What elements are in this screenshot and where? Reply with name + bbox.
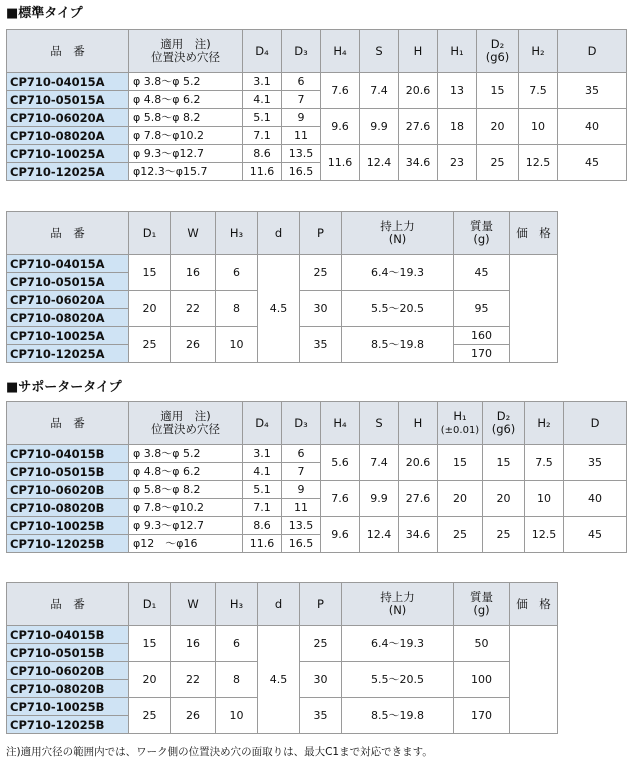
header-part-no: 品 番 bbox=[7, 402, 129, 445]
h-value: 34.6 bbox=[399, 517, 438, 553]
part-number: CP710-05015A bbox=[7, 91, 129, 109]
d-value: 40 bbox=[564, 481, 627, 517]
header-part-no: 品 番 bbox=[7, 30, 129, 73]
header-w: W bbox=[171, 212, 216, 255]
mass-value: 170 bbox=[454, 345, 510, 363]
part-number: CP710-08020B bbox=[7, 499, 129, 517]
header-mass: 質量 (g) bbox=[454, 212, 510, 255]
d-value: 40 bbox=[558, 109, 627, 145]
h4-value: 11.6 bbox=[321, 145, 360, 181]
part-number: CP710-05015B bbox=[7, 644, 129, 662]
header-part-no: 品 番 bbox=[7, 583, 129, 626]
d3-value: 13.5 bbox=[282, 145, 321, 163]
part-number: CP710-12025A bbox=[7, 345, 129, 363]
part-number: CP710-10025B bbox=[7, 517, 129, 535]
table-row bbox=[7, 73, 627, 91]
lift-force-value: 6.4〜19.3 bbox=[342, 626, 454, 662]
header-d3: D₃ bbox=[282, 30, 321, 73]
d1-value: 25 bbox=[129, 327, 171, 363]
header-d: D bbox=[558, 30, 627, 73]
d2-value: 25 bbox=[483, 517, 525, 553]
h4-value: 9.6 bbox=[321, 109, 360, 145]
lift-force-value: 8.5〜19.8 bbox=[342, 698, 454, 734]
mass-value: 160 bbox=[454, 327, 510, 345]
d4-value: 3.1 bbox=[243, 73, 282, 91]
h-value: 20.6 bbox=[399, 445, 438, 481]
h2-value: 7.5 bbox=[519, 73, 558, 109]
d4-value: 4.1 bbox=[243, 91, 282, 109]
header-lift-force: 持上力 (N) bbox=[342, 212, 454, 255]
h3-value: 10 bbox=[216, 327, 258, 363]
header-mass: 質量 (g) bbox=[454, 583, 510, 626]
d1-value: 25 bbox=[129, 698, 171, 734]
d2-value: 15 bbox=[483, 445, 525, 481]
mass-value: 170 bbox=[454, 698, 510, 734]
d1-value: 20 bbox=[129, 662, 171, 698]
spec-table-supporter-2 bbox=[6, 582, 558, 734]
h4-value: 7.6 bbox=[321, 73, 360, 109]
s-value: 7.4 bbox=[360, 445, 399, 481]
part-number: CP710-08020B bbox=[7, 680, 129, 698]
header-d2: D₂ (g6) bbox=[477, 30, 519, 73]
part-number: CP710-05015B bbox=[7, 463, 129, 481]
hole-range: φ 3.8〜φ 5.2 bbox=[129, 445, 243, 463]
h3-value: 10 bbox=[216, 698, 258, 734]
p-value: 30 bbox=[300, 291, 342, 327]
price-cell bbox=[510, 626, 558, 734]
part-number: CP710-12025B bbox=[7, 535, 129, 553]
hole-range: φ 7.8〜φ10.2 bbox=[129, 499, 243, 517]
part-number: CP710-10025A bbox=[7, 327, 129, 345]
header-d4: D₄ bbox=[243, 30, 282, 73]
d3-value: 7 bbox=[282, 463, 321, 481]
h1-value: 18 bbox=[438, 109, 477, 145]
part-number: CP710-08020A bbox=[7, 127, 129, 145]
d4-value: 5.1 bbox=[243, 481, 282, 499]
part-number: CP710-05015A bbox=[7, 273, 129, 291]
part-number: CP710-06020A bbox=[7, 109, 129, 127]
hole-range: φ 9.3〜φ12.7 bbox=[129, 145, 243, 163]
table-row bbox=[7, 445, 627, 463]
d2-value: 15 bbox=[477, 73, 519, 109]
header-h1: H₁ bbox=[438, 30, 477, 73]
lift-force-value: 8.5〜19.8 bbox=[342, 327, 454, 363]
w-value: 22 bbox=[171, 662, 216, 698]
header-d-small: d bbox=[258, 583, 300, 626]
d3-value: 11 bbox=[282, 127, 321, 145]
d3-value: 9 bbox=[282, 481, 321, 499]
h3-value: 6 bbox=[216, 255, 258, 291]
s-value: 9.9 bbox=[360, 109, 399, 145]
h3-value: 8 bbox=[216, 291, 258, 327]
d-value: 35 bbox=[558, 73, 627, 109]
d-value: 45 bbox=[564, 517, 627, 553]
d4-value: 11.6 bbox=[243, 163, 282, 181]
h-value: 27.6 bbox=[399, 109, 438, 145]
hole-range: φ 9.3〜φ12.7 bbox=[129, 517, 243, 535]
header-h: H bbox=[399, 402, 438, 445]
h2-value: 7.5 bbox=[525, 445, 564, 481]
part-number: CP710-04015B bbox=[7, 445, 129, 463]
header-h1: H₁ (±0.01) bbox=[438, 402, 483, 445]
d3-value: 16.5 bbox=[282, 163, 321, 181]
header-applicable-hole: 適用 注) 位置決め穴径 bbox=[129, 30, 243, 73]
part-number: CP710-10025B bbox=[7, 698, 129, 716]
w-value: 26 bbox=[171, 698, 216, 734]
part-number: CP710-06020B bbox=[7, 481, 129, 499]
header-p: P bbox=[300, 212, 342, 255]
header-h3: H₃ bbox=[216, 212, 258, 255]
hole-range: φ 5.8〜φ 8.2 bbox=[129, 109, 243, 127]
d4-value: 8.6 bbox=[243, 145, 282, 163]
header-d1: D₁ bbox=[129, 583, 171, 626]
header-d3: D₃ bbox=[282, 402, 321, 445]
h3-value: 8 bbox=[216, 662, 258, 698]
part-number: CP710-06020A bbox=[7, 291, 129, 309]
header-h2: H₂ bbox=[525, 402, 564, 445]
lift-force-value: 5.5〜20.5 bbox=[342, 662, 454, 698]
table-row bbox=[7, 109, 627, 127]
h3-value: 6 bbox=[216, 626, 258, 662]
p-value: 25 bbox=[300, 255, 342, 291]
header-d2: D₂ (g6) bbox=[483, 402, 525, 445]
h1-value: 13 bbox=[438, 73, 477, 109]
w-value: 26 bbox=[171, 327, 216, 363]
table-row bbox=[7, 517, 627, 535]
price-cell bbox=[510, 255, 558, 363]
w-value: 16 bbox=[171, 626, 216, 662]
p-value: 35 bbox=[300, 698, 342, 734]
part-number: CP710-12025A bbox=[7, 163, 129, 181]
part-number: CP710-04015B bbox=[7, 626, 129, 644]
w-value: 16 bbox=[171, 255, 216, 291]
h2-value: 12.5 bbox=[519, 145, 558, 181]
h1-value: 15 bbox=[438, 445, 483, 481]
d1-value: 20 bbox=[129, 291, 171, 327]
table-row bbox=[7, 255, 558, 273]
spec-table-supporter bbox=[6, 401, 627, 553]
table-row bbox=[7, 145, 627, 163]
d1-value: 15 bbox=[129, 255, 171, 291]
header-h3: H₃ bbox=[216, 583, 258, 626]
h2-value: 10 bbox=[525, 481, 564, 517]
h-value: 27.6 bbox=[399, 481, 438, 517]
h1-value: 23 bbox=[438, 145, 477, 181]
hole-range: φ 4.8〜φ 6.2 bbox=[129, 91, 243, 109]
header-h: H bbox=[399, 30, 438, 73]
header-applicable-hole: 適用 注) 位置決め穴径 bbox=[129, 402, 243, 445]
d4-value: 11.6 bbox=[243, 535, 282, 553]
hole-range: φ 7.8〜φ10.2 bbox=[129, 127, 243, 145]
header-d4: D₄ bbox=[243, 402, 282, 445]
hole-range: φ12.3〜φ15.7 bbox=[129, 163, 243, 181]
spec-table-standard bbox=[6, 29, 627, 181]
d4-value: 4.1 bbox=[243, 463, 282, 481]
header-h2: H₂ bbox=[519, 30, 558, 73]
mass-value: 100 bbox=[454, 662, 510, 698]
hole-range: φ 5.8〜φ 8.2 bbox=[129, 481, 243, 499]
part-number: CP710-04015A bbox=[7, 255, 129, 273]
d-value: 35 bbox=[564, 445, 627, 481]
d3-value: 7 bbox=[282, 91, 321, 109]
h-value: 34.6 bbox=[399, 145, 438, 181]
header-s: S bbox=[360, 402, 399, 445]
s-value: 7.4 bbox=[360, 73, 399, 109]
header-w: W bbox=[171, 583, 216, 626]
hole-range: φ12 〜φ16 bbox=[129, 535, 243, 553]
p-value: 30 bbox=[300, 662, 342, 698]
lift-force-value: 6.4〜19.3 bbox=[342, 255, 454, 291]
mass-value: 50 bbox=[454, 626, 510, 662]
section-title-standard: ■標準タイプ bbox=[6, 6, 83, 21]
h1-value: 20 bbox=[438, 481, 483, 517]
header-lift-force: 持上力 (N) bbox=[342, 583, 454, 626]
hole-range: φ 3.8〜φ 5.2 bbox=[129, 73, 243, 91]
header-part-no: 品 番 bbox=[7, 212, 129, 255]
d3-value: 9 bbox=[282, 109, 321, 127]
section-title-supporter: ■サポータータイプ bbox=[6, 380, 122, 395]
hole-range: φ 4.8〜φ 6.2 bbox=[129, 463, 243, 481]
part-number: CP710-04015A bbox=[7, 73, 129, 91]
d3-value: 16.5 bbox=[282, 535, 321, 553]
h4-value: 9.6 bbox=[321, 517, 360, 553]
h4-value: 7.6 bbox=[321, 481, 360, 517]
header-price: 価 格 bbox=[510, 212, 558, 255]
d2-value: 25 bbox=[477, 145, 519, 181]
h2-value: 12.5 bbox=[525, 517, 564, 553]
table-row bbox=[7, 481, 627, 499]
header-d: D bbox=[564, 402, 627, 445]
d4-value: 7.1 bbox=[243, 499, 282, 517]
header-d1: D₁ bbox=[129, 212, 171, 255]
h4-value: 5.6 bbox=[321, 445, 360, 481]
d2-value: 20 bbox=[483, 481, 525, 517]
mass-value: 95 bbox=[454, 291, 510, 327]
p-value: 25 bbox=[300, 626, 342, 662]
header-price: 価 格 bbox=[510, 583, 558, 626]
d3-value: 11 bbox=[282, 499, 321, 517]
d3-value: 6 bbox=[282, 73, 321, 91]
s-value: 9.9 bbox=[360, 481, 399, 517]
header-d-small: d bbox=[258, 212, 300, 255]
w-value: 22 bbox=[171, 291, 216, 327]
d-small-value: 4.5 bbox=[258, 255, 300, 363]
header-p: P bbox=[300, 583, 342, 626]
part-number: CP710-06020B bbox=[7, 662, 129, 680]
part-number: CP710-10025A bbox=[7, 145, 129, 163]
d4-value: 3.1 bbox=[243, 445, 282, 463]
header-h4: H₄ bbox=[321, 402, 360, 445]
h-value: 20.6 bbox=[399, 73, 438, 109]
part-number: CP710-12025B bbox=[7, 716, 129, 734]
part-number: CP710-08020A bbox=[7, 309, 129, 327]
s-value: 12.4 bbox=[360, 517, 399, 553]
d3-value: 6 bbox=[282, 445, 321, 463]
table-row bbox=[7, 626, 558, 644]
d1-value: 15 bbox=[129, 626, 171, 662]
h2-value: 10 bbox=[519, 109, 558, 145]
d4-value: 5.1 bbox=[243, 109, 282, 127]
d-value: 45 bbox=[558, 145, 627, 181]
d-small-value: 4.5 bbox=[258, 626, 300, 734]
h1-value: 25 bbox=[438, 517, 483, 553]
footnote: 注)適用穴径の範囲内では、ワーク側の位置決め穴の面取りは、最大C1まで対応できます。 bbox=[6, 746, 433, 758]
p-value: 35 bbox=[300, 327, 342, 363]
spec-table-standard-2 bbox=[6, 211, 558, 363]
d4-value: 8.6 bbox=[243, 517, 282, 535]
header-h4: H₄ bbox=[321, 30, 360, 73]
d3-value: 13.5 bbox=[282, 517, 321, 535]
s-value: 12.4 bbox=[360, 145, 399, 181]
d4-value: 7.1 bbox=[243, 127, 282, 145]
lift-force-value: 5.5〜20.5 bbox=[342, 291, 454, 327]
mass-value: 45 bbox=[454, 255, 510, 291]
header-s: S bbox=[360, 30, 399, 73]
d2-value: 20 bbox=[477, 109, 519, 145]
